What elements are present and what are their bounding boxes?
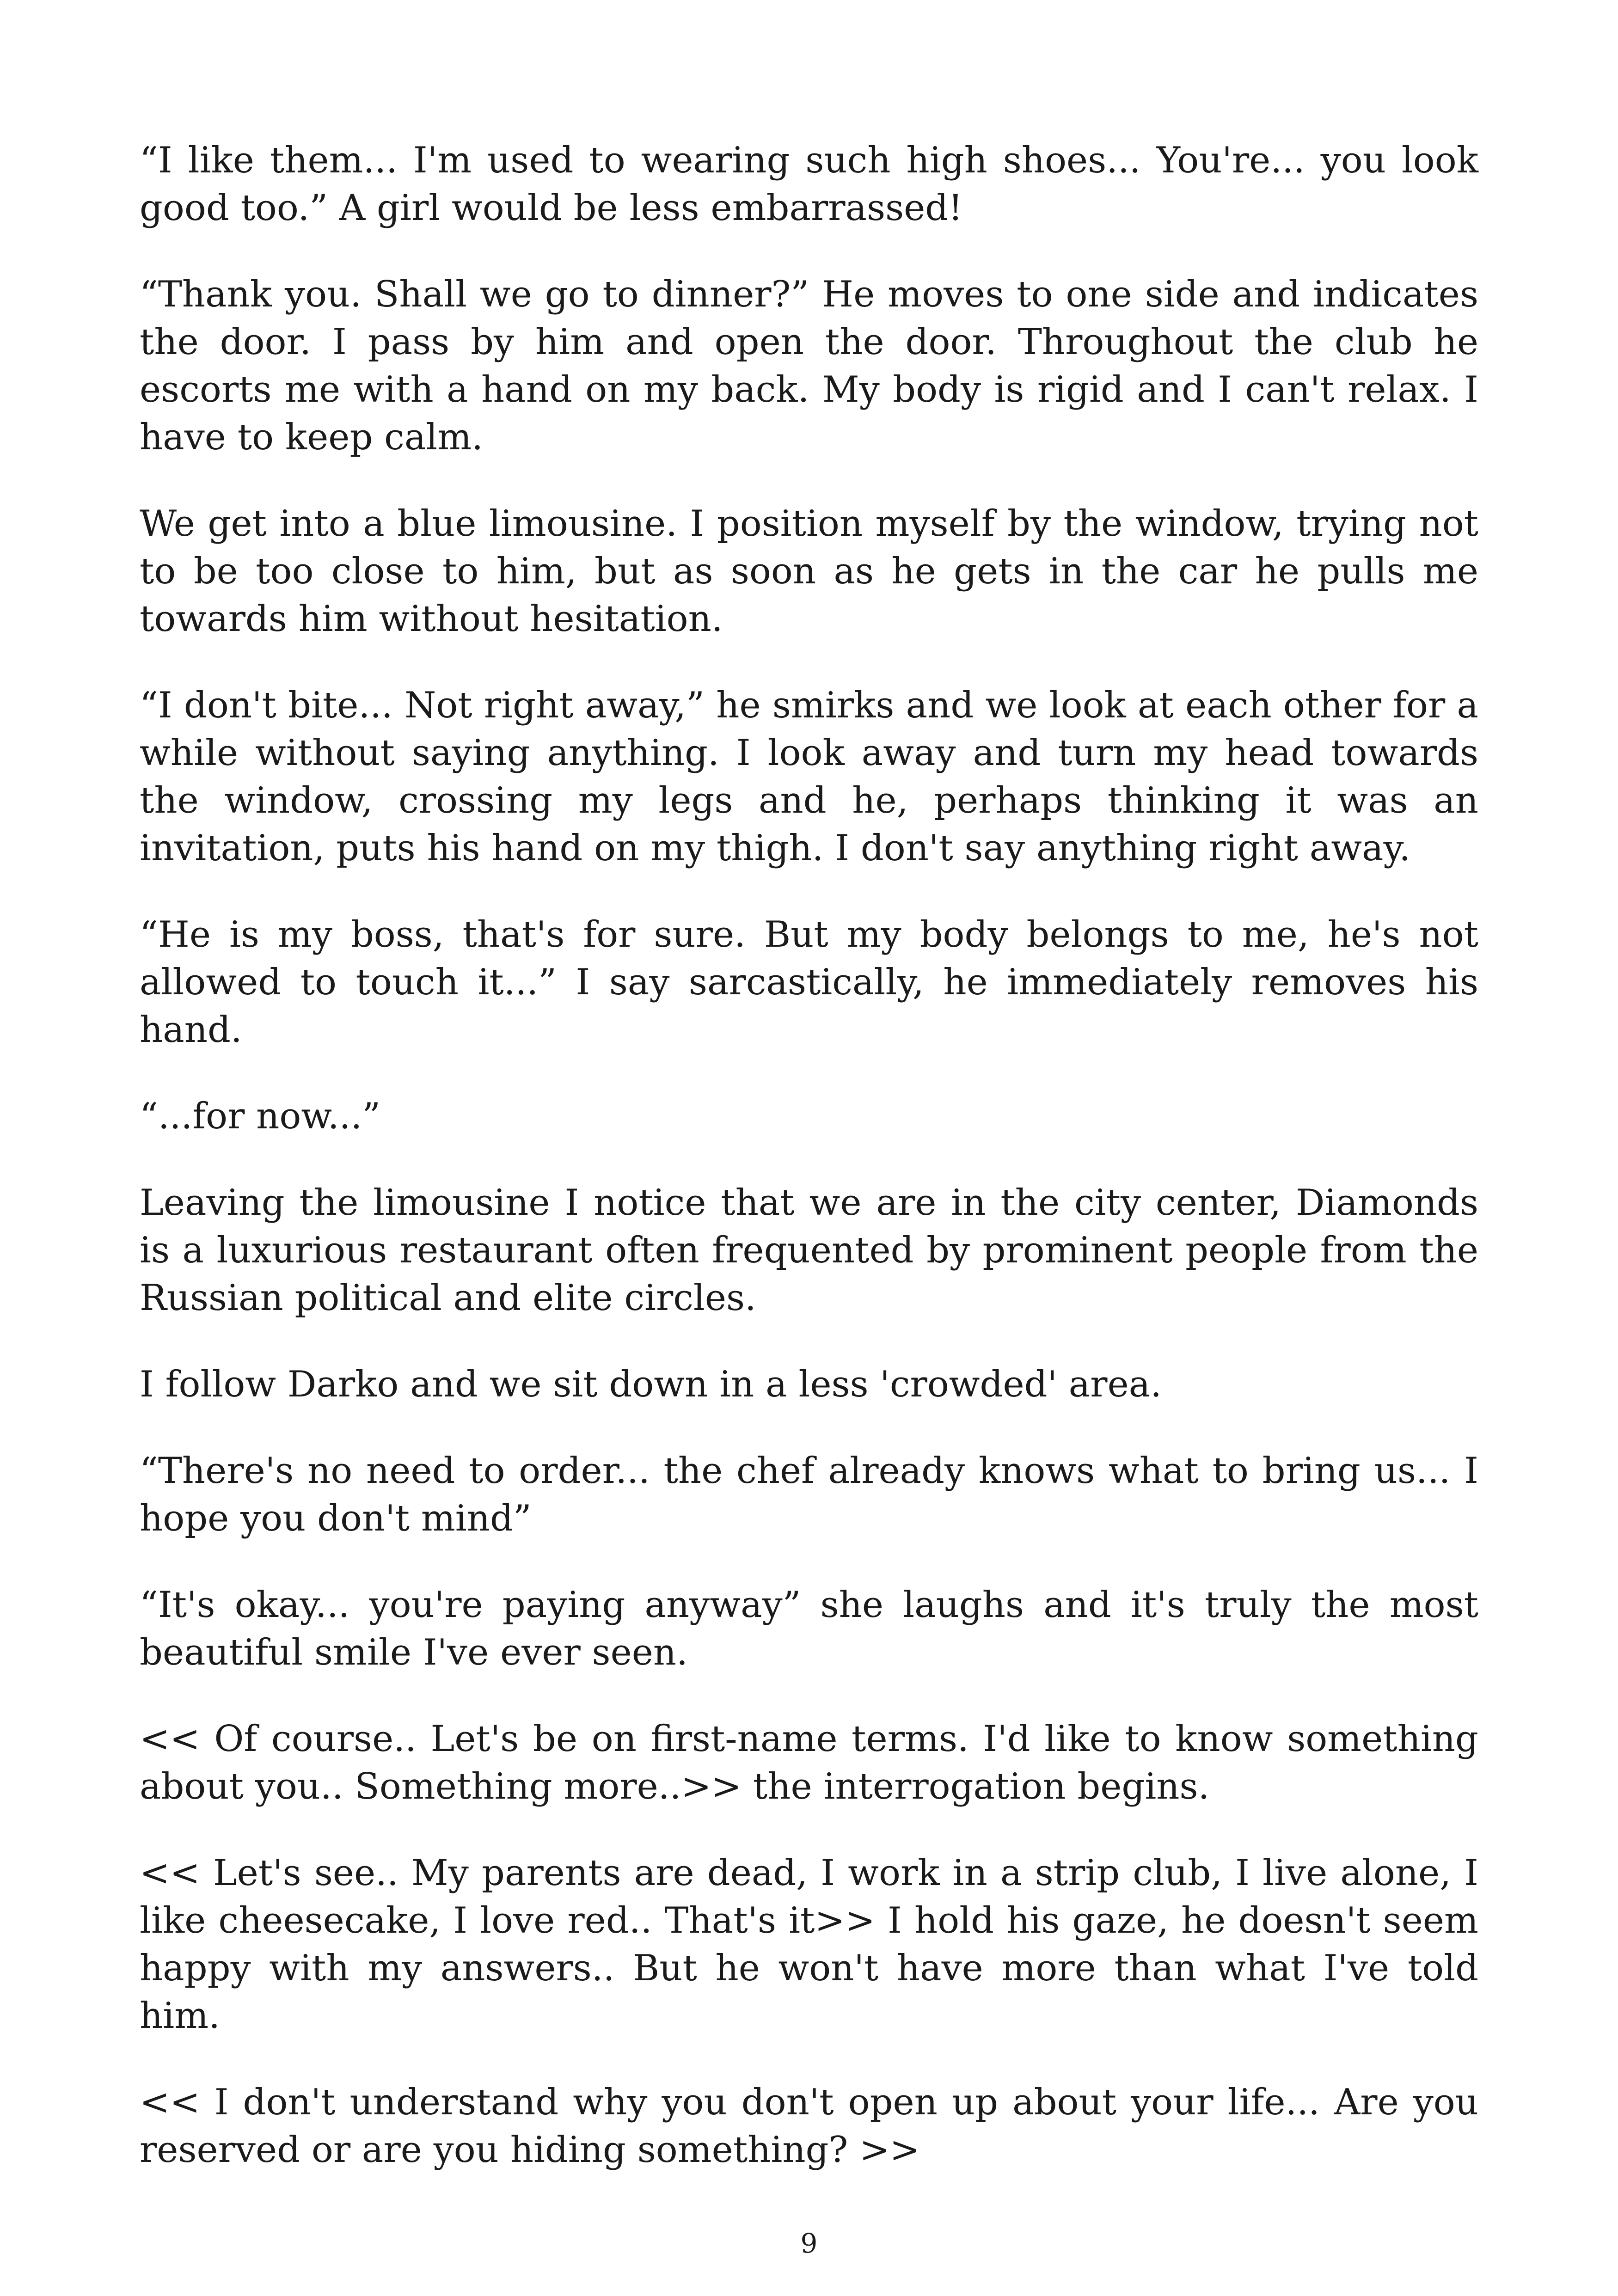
paragraph: “I like them... I'm used to wearing such high shoes... You're... you look good too.” A girl would be less embarrassed! (140, 140, 1478, 229)
paragraph: I follow Darko and we sit down in a less 'crowded' area. (140, 1364, 1162, 1405)
paragraph: We get into a blue limousine. I position myself by the window, trying not to be too close to him, but as soon as he gets in the car he pulls me towards him without hesitation. (140, 503, 1478, 640)
paragraph: << Of course.. Let's be on first-name terms. I'd like to know something about you.. Something more..>> the interrogation begins. (140, 1718, 1478, 1807)
paragraph: “There's no need to order... the chef already knows what to bring us... I hope you don't mind” (140, 1450, 1478, 1539)
paragraph: << Let's see.. My parents are dead, I work in a strip club, I live alone, I like cheesecake, I love red.. That's it>> I hold his gaze, he doesn't seem happy with my answers.. But he won't have more than what I've told him. (140, 1852, 1478, 2037)
paragraph: “It's okay... you're paying anyway” she laughs and it's truly the most beautiful smile I've ever seen. (140, 1584, 1478, 1673)
paragraph: << I don't understand why you don't open up about your life... Are you reserved or are you hiding something? >> (140, 2082, 1478, 2171)
paragraph: Leaving the limousine I notice that we are in the city center, Diamonds is a luxurious restaurant often frequented by prominent people from the Russian political and elite circles. (140, 1182, 1478, 1319)
paragraph: “He is my boss, that's for sure. But my body belongs to me, he's not allowed to touch it...” I say sarcastically, he immediately removes his hand. (140, 914, 1478, 1051)
paragraph: “...for now...” (140, 1096, 381, 1137)
page-number: 9 (800, 2228, 818, 2259)
paragraph: “I don't bite... Not right away,” he smirks and we look at each other for a while without saying anything. I look away and turn my head towards the window, crossing my legs and he, perhaps thinking it was an invitation, puts his hand on my thigh. I don't say anything right away. (140, 685, 1478, 869)
paragraph: “Thank you. Shall we go to dinner?” He moves to one side and indicates the door. I pass by him and open the door. Throughout the club he escorts me with a hand on my back. My body is rigid and I can't relax. I have to keep calm. (140, 274, 1478, 458)
body-text (140, 137, 1478, 2213)
